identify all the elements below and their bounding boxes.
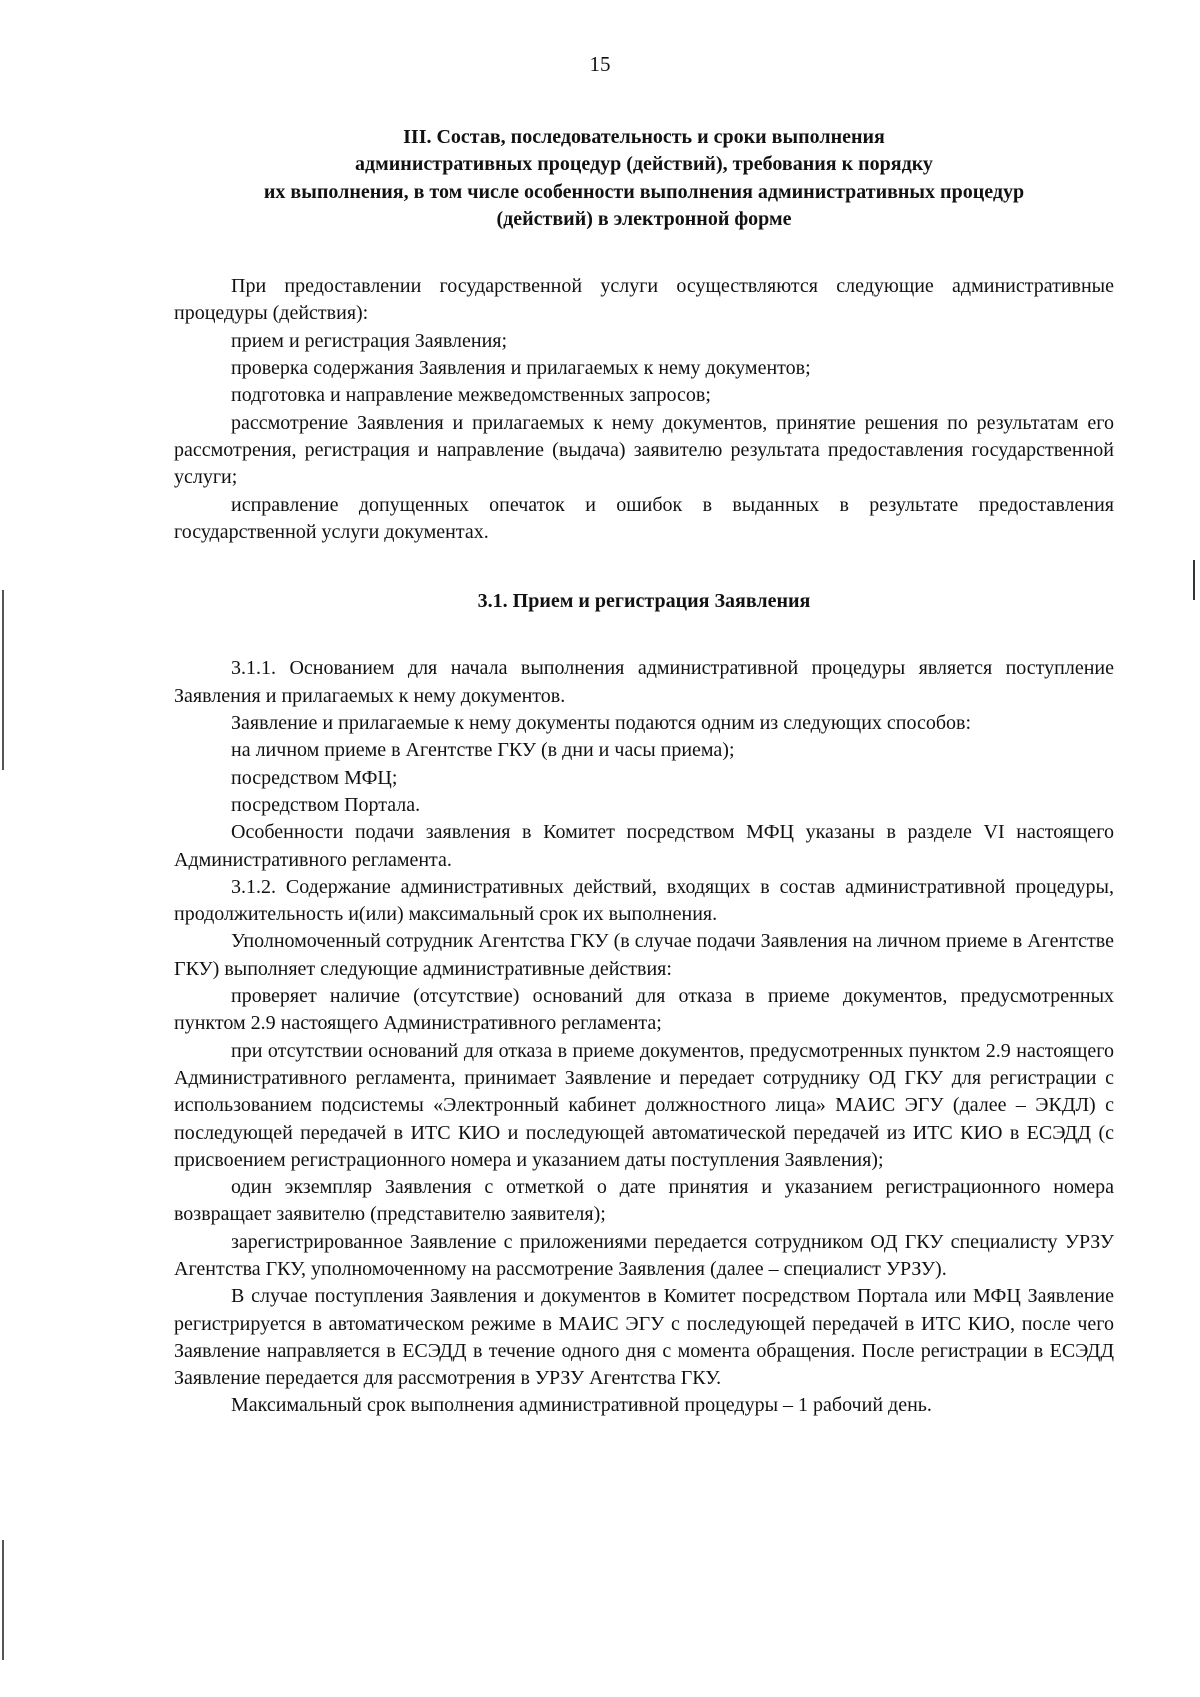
scan-edge-mark bbox=[1193, 560, 1195, 600]
list-item: при отсутствии оснований для отказа в приеме документов, предусмотренных пунктом 2.9 настоящего Административного регламента, принимает Заявление и передает сотруднику ОД ГКУ для регистрации с использованием подсистемы «Электронный кабинет должностного лица» МАИС ЭГУ (далее – ЭКДЛ) с последующей передачей в ИТС КИО и последующей автоматической передачей из ИТС КИО в ЕСЭДД (с присвоением регистрационного номера и указанием даты поступления Заявления); bbox=[174, 1039, 1114, 1171]
list-item: проверяет наличие (отсутствие) оснований для отказа в приеме документов, предусмотренных пунктом 2.9 настоящего Административного регламента; bbox=[174, 985, 1114, 1035]
section-heading-line: их выполнения, в том числе особенности выполнения административных процедур bbox=[263, 180, 1025, 203]
section-heading-line: (действий) в электронной форме bbox=[496, 207, 792, 230]
section-heading-line: III. Состав, последовательность и сроки выполнения bbox=[403, 126, 885, 148]
subsection-block bbox=[174, 655, 1114, 1419]
paragraph: Максимальный срок выполнения административной процедуры – 1 рабочий день. bbox=[231, 1394, 932, 1417]
list-item: исправление допущенных опечаток и ошибок в выданных в результате предоставления государственной услуги документах. bbox=[174, 493, 1114, 543]
list-item: зарегистрированное Заявление с приложениями передается сотрудником ОД ГКУ специалисту УРЗУ Агентства ГКУ, уполномоченному на рассмотрение Заявления (далее – специалист УРЗУ). bbox=[174, 1230, 1114, 1280]
paragraph: В случае поступления Заявления и документов в Комитет посредством Портала или МФЦ Заявление регистрируется в автоматическом режиме в МАИС ЭГУ с последующей передачей в ИТС КИО, после чего Заявление направляется в ЕСЭДД в течение одного дня с момента обращения. После регистрации в ЕСЭДД Заявление передается для рассмотрения в УРЗУ Агентства ГКУ. bbox=[174, 1285, 1114, 1390]
document-body bbox=[174, 124, 1114, 1420]
paragraph: Уполномоченный сотрудник Агентства ГКУ (в случае подачи Заявления на личном приеме в Агентстве ГКУ) выполняет следующие административные действия: bbox=[174, 930, 1114, 980]
list-item: один экземпляр Заявления с отметкой о дате принятия и указанием регистрационного номера возвращает заявителю (представителю заявителя); bbox=[174, 1176, 1114, 1226]
intro-block bbox=[174, 273, 1114, 546]
paragraph: Заявление и прилагаемые к нему документы подаются одним из следующих способов: bbox=[231, 712, 972, 735]
paragraph: При предоставлении государственной услуги осуществляются следующие административные процедуры (действия): bbox=[174, 275, 1114, 325]
subsection-heading: 3.1. Прием и регистрация Заявления bbox=[477, 590, 811, 613]
section-heading-line: административных процедур (действий), требования к порядку bbox=[355, 153, 933, 176]
scan-edge-mark bbox=[2, 1540, 4, 1660]
list-item: рассмотрение Заявления и прилагаемых к нему документов, принятие решения по результатам его рассмотрения, регистрация и направление (выдача) заявителю результата предоставления государственной услуги; bbox=[174, 411, 1114, 489]
page-number: 15 bbox=[589, 52, 611, 76]
scan-edge-mark bbox=[2, 590, 4, 770]
paragraph: 3.1.1. Основанием для начала выполнения административной процедуры является поступление Заявления и прилагаемых к нему документов. bbox=[174, 657, 1114, 707]
list-item: проверка содержания Заявления и прилагаемых к нему документов; bbox=[231, 357, 811, 380]
section-heading bbox=[174, 124, 1114, 233]
list-item: подготовка и направление межведомственных запросов; bbox=[231, 384, 711, 407]
paragraph: Особенности подачи заявления в Комитет посредством МФЦ указаны в разделе VI настоящего Административного регламента. bbox=[174, 821, 1114, 871]
paragraph: 3.1.2. Содержание административных действий, входящих в состав административной процедуры, продолжительность и(или) максимальный срок их выполнения. bbox=[174, 875, 1114, 926]
list-item: посредством Портала. bbox=[231, 793, 421, 816]
list-item: посредством МФЦ; bbox=[231, 766, 398, 789]
list-item: на личном приеме в Агентстве ГКУ (в дни и часы приема); bbox=[231, 739, 735, 762]
list-item: прием и регистрация Заявления; bbox=[231, 329, 508, 352]
